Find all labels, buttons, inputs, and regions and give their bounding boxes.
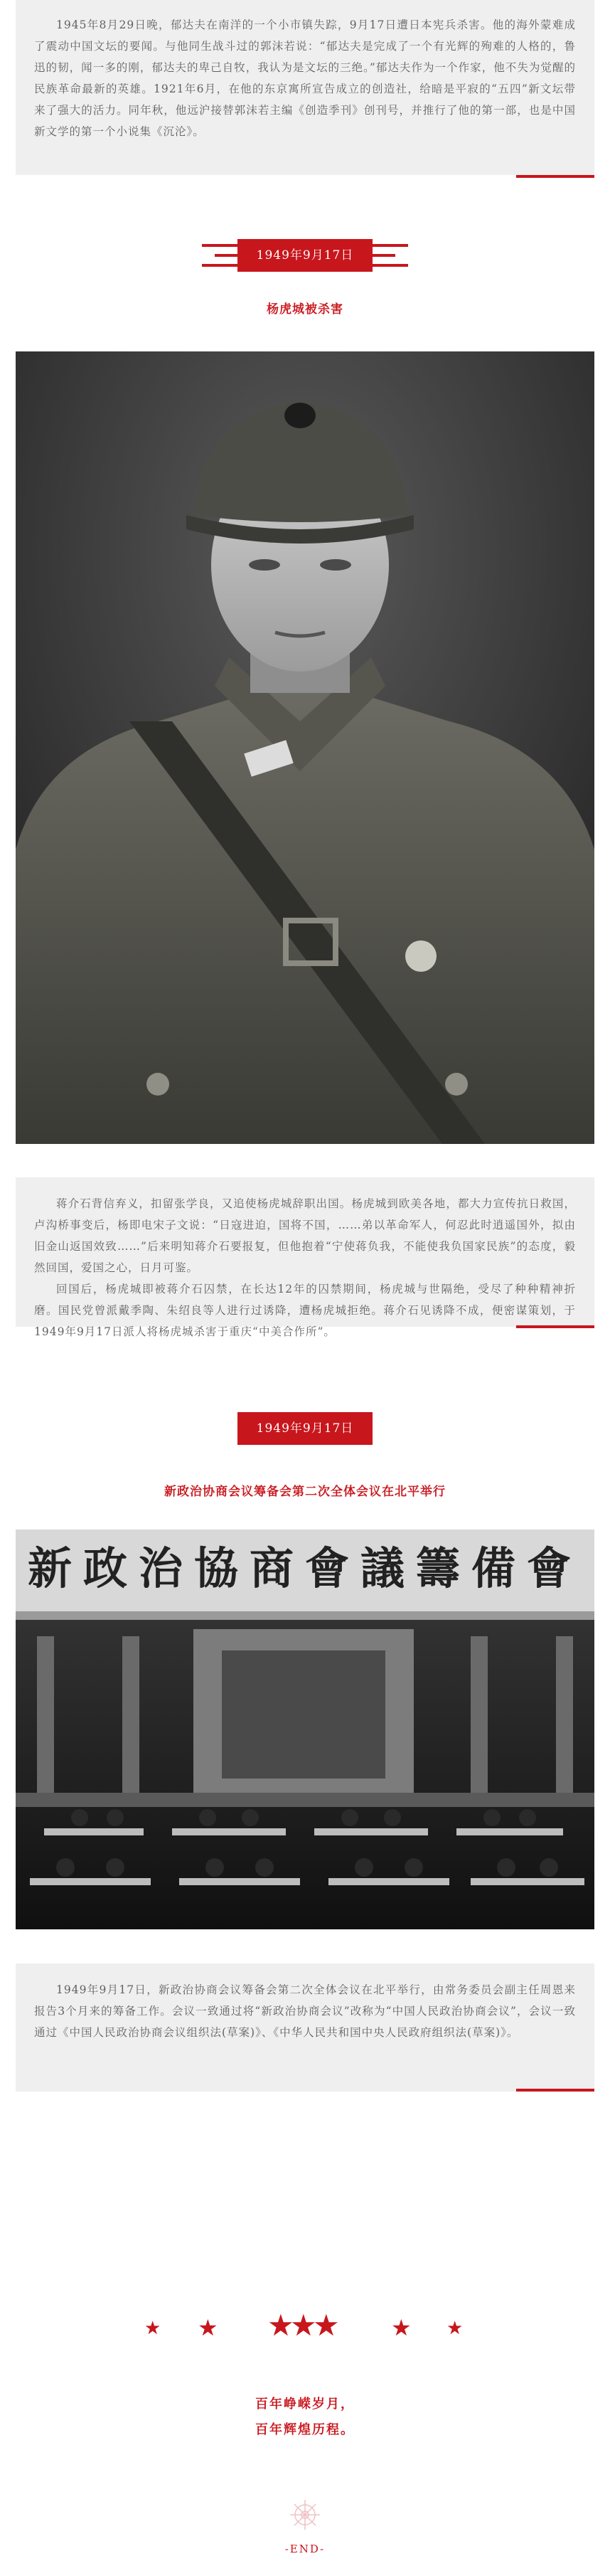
- section2-text-panel: [16, 1963, 594, 2092]
- star-icon: ★: [198, 2314, 218, 2341]
- star-icon: ★: [144, 2318, 161, 2339]
- closing-line-2: 百年辉煌历程。: [255, 2422, 355, 2437]
- section-title: 新政治协商会议筹备会第二次全体会议在北平举行: [164, 1485, 446, 1499]
- badge-stripes-right: [358, 239, 408, 272]
- date-badge: [237, 1412, 373, 1445]
- star-icon: ★: [391, 2314, 412, 2341]
- star-icon: ★: [446, 2318, 464, 2339]
- date-label: 1949年9月17日: [256, 248, 354, 263]
- portrait-photo: [16, 351, 594, 1144]
- conference-banner-text: 新政治協商會議籌備會: [27, 1542, 582, 1594]
- intro-text-panel: [16, 0, 594, 175]
- section2-paragraph: 1949年9月17日，新政治协商会议筹备会第二次全体会议在北平举行，由常务委员会副主任周恩来报告3个月来的筹备工作。会议一致通过将“新政治协商会议”改称为“中国人民政治协商会议”，会议一致通过《中国人民政治协商会议组织法(草案)》、《中华人民共和国中央人民政府组织法(草案)》。: [34, 1983, 576, 2039]
- section1-paragraph-1: 蒋介石背信弃义，扣留张学良，又追使杨虎城辞职出国。杨虎城到欧美各地，都大力宣传抗日救国，卢沟桥事变后，杨即电宋子文说：“日寇进迫，国将不国，……弟以革命军人，何忍此时逍遥国外，拟由旧金山返国效致……”后来明知蒋介石要报复，但他抱着“宁使蒋负我，不能使我负国家民族”的态度，毅然回国，爱国之心，日月可鉴。: [34, 1197, 576, 1274]
- section1-text-panel: [16, 1177, 594, 1338]
- end-label: -END-: [284, 2543, 326, 2555]
- section1-paragraph-2: 回国后，杨虎城即被蒋介石囚禁，在长达12年的囚禁期间，杨虎城与世隔绝，受尽了种种精神折磨。国民党曾派戴季陶、朱绍良等人进行过诱降，遭杨虎城拒绝。蒋介石见诱降不成，便密谋策划，于1949年9月17日派人将杨虎城杀害于重庆“中美合作所”。: [34, 1283, 576, 1338]
- divider-line: [516, 1325, 594, 1328]
- badge-stripes-left: [202, 239, 252, 272]
- intro-paragraph: 1945年8月29日晚，郁达夫在南洋的一个小市镇失踪，9月17日遭日本宪兵杀害。他的海外蒙难成了震动中国文坛的要闻。与他同生战斗过的郭沫若说：“郁达夫是完成了一个有光辉的殉难的人格的，鲁迅的韧，闻一多的刚，郁达夫的卑己自牧，我认为是文坛的三绝。”郁达夫作为一个作家，他不失为觉醒的民族革命最新的英雄。1921年6月，在他的东京寓所宣告成立的创造社，给暗是平寂的“五四”新文坛带来了强大的活力。同年秋，他远沪接替郭沫若主编《创造季刊》创刊号，并推行了他的第一部，也是中国新文学的第一个小说集《沉沦》。: [34, 18, 576, 138]
- divider-line: [516, 175, 594, 178]
- star-icon: ★: [290, 2308, 317, 2343]
- date-label: 1949年9月17日: [256, 1421, 354, 1436]
- star-icon: ★: [267, 2308, 294, 2343]
- closing-line-1: 百年峥嵘岁月，: [255, 2397, 355, 2412]
- portrait-image: [16, 351, 594, 1144]
- star-row: [0, 2309, 610, 2345]
- divider-line: [516, 2089, 594, 2092]
- star-icon: ★: [313, 2308, 340, 2343]
- date-badge: [237, 239, 373, 272]
- conference-photo: [16, 1530, 594, 1929]
- section-title: 杨虎城被杀害: [267, 302, 343, 317]
- flower-ornament-icon: [287, 2497, 323, 2533]
